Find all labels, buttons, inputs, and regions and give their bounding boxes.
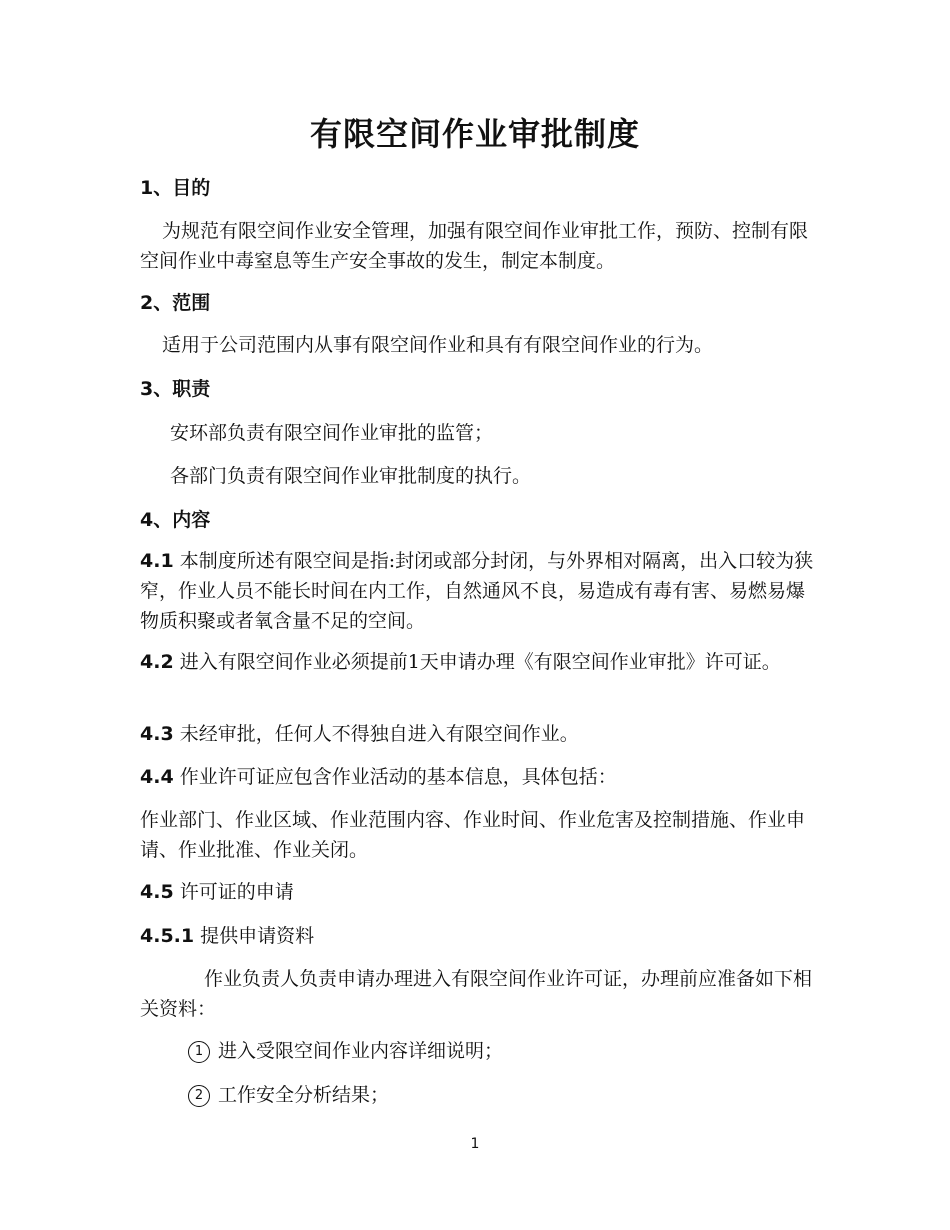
clause-text: 进入有限空间作业必须提前1天申请办理《有限空间作业审批》许可证。: [179, 651, 781, 673]
document-title: 有限空间作业审批制度: [309, 115, 640, 153]
section-heading-content: 4、内容: [140, 509, 211, 531]
clause-4-5-1: [140, 921, 820, 951]
section-heading-duties: 3、职责: [140, 378, 211, 400]
duties-line-2: 各部门负责有限空间作业审批制度的执行。: [170, 465, 532, 487]
list-item: [188, 1080, 818, 1110]
list-item-text: 进入受限空间作业内容详细说明；: [218, 1040, 504, 1062]
clause-text: 提供申请资料: [200, 925, 315, 947]
clause-text: 本制度所述有限空间是指:封闭或部分封闭，与外界相对隔离，出入口较为狭窄，作业人员不能长时间在内工作，自然通风不良，易造成有毒有害、易燃易爆物质积聚或者氧含量不足的空间。: [140, 550, 814, 632]
clause-text: 作业许可证应包含作业活动的基本信息，具体包括：: [179, 766, 617, 788]
list-item: [188, 1036, 818, 1066]
purpose-paragraph: 为规范有限空间作业安全管理，加强有限空间作业审批工作，预防、控制有限空间作业中毒窒息等生产安全事故的发生，制定本制度。: [140, 220, 809, 272]
clause-number: 4.2: [140, 651, 174, 673]
clause-4-4: [140, 762, 820, 792]
clause-4-4-detail: 作业部门、作业区域、作业范围内容、作业时间、作业危害及控制措施、作业申请、作业批准、作业关闭。: [140, 809, 806, 861]
list-item-text: 工作安全分析结果；: [218, 1084, 390, 1106]
duties-line-1: 安环部负责有限空间作业审批的监管；: [170, 422, 494, 444]
clause-number: 4.3: [140, 723, 174, 745]
circled-number-marker: 2: [188, 1085, 210, 1107]
clause-number: 4.5: [140, 881, 174, 903]
clause-text: 未经审批，任何人不得独自进入有限空间作业。: [179, 723, 579, 745]
page-number: 1: [470, 1136, 480, 1152]
clause-4-3: [140, 719, 820, 749]
clause-4-5-1-detail: 作业负责人负责申请办理进入有限空间作业许可证，办理前应准备如下相关资料：: [140, 968, 813, 1020]
section-heading-purpose: 1、目的: [140, 177, 211, 199]
clause-4-1: [140, 546, 820, 636]
clause-number: 4.4: [140, 766, 174, 788]
clause-number: 4.5.1: [140, 925, 195, 947]
clause-4-2: [140, 647, 820, 677]
clause-text: 许可证的申请: [179, 881, 294, 903]
circled-number-marker: 1: [188, 1041, 210, 1063]
scope-paragraph: 适用于公司范围内从事有限空间作业和具有有限空间作业的行为。: [162, 334, 714, 356]
clause-4-5: [140, 877, 820, 907]
section-heading-scope: 2、范围: [140, 292, 211, 314]
clause-number: 4.1: [140, 550, 174, 572]
